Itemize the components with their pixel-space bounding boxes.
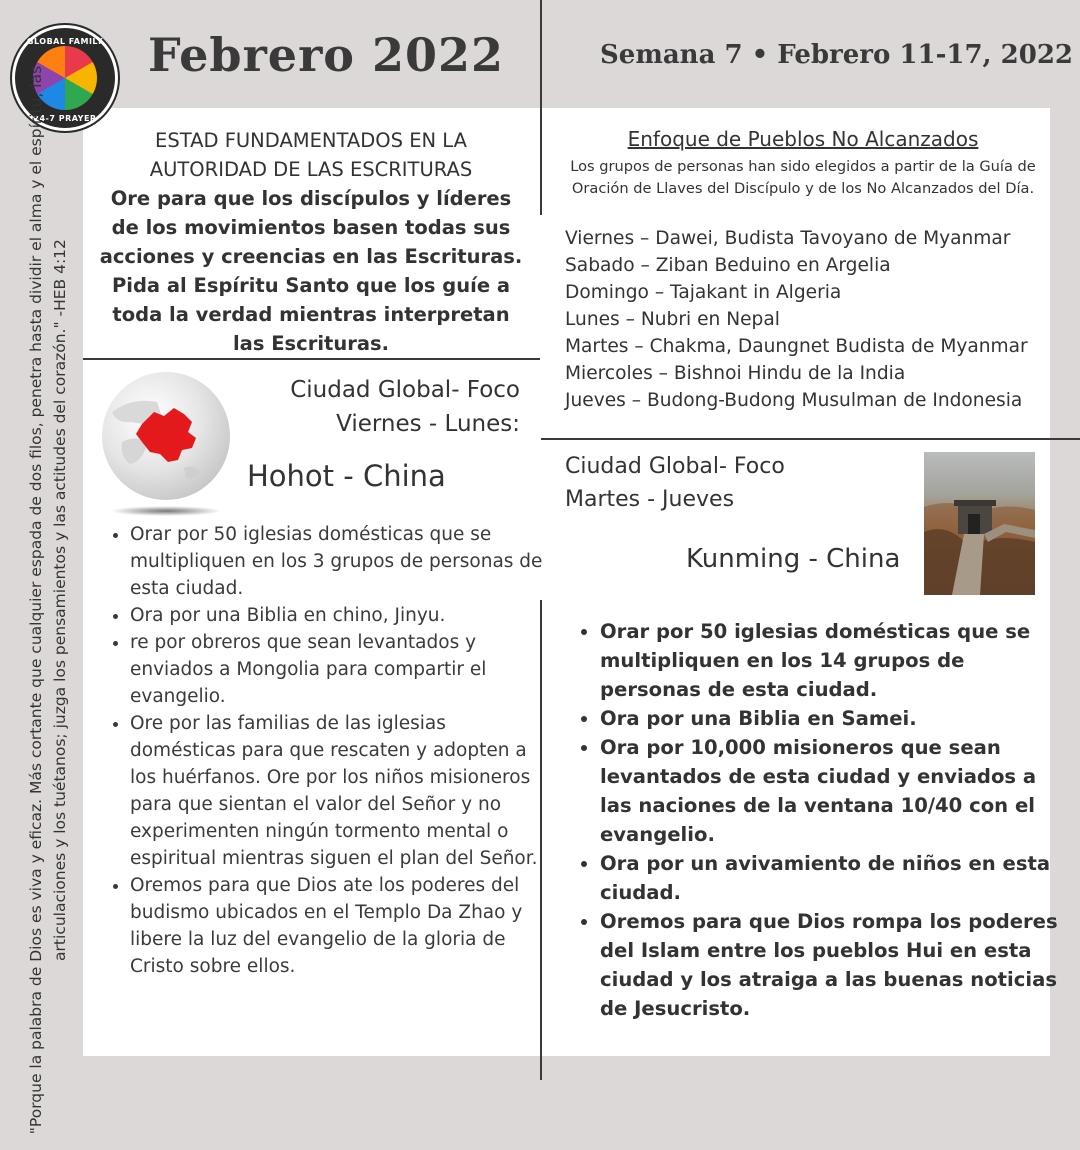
unreached-item: Miercoles – Bishnoi Hindu de la India [565, 363, 906, 384]
city1-name: Hohot - China [247, 459, 446, 493]
list-item: • Ora por una Biblia en Samei. [600, 704, 1068, 733]
city2-name: Kunming - China [686, 544, 901, 574]
list-item: • Ora por 10,000 misioneros que sean levantados de esta ciudad y enviados a las naciones de la ventana 10/40 con el evangelio. [600, 733, 1068, 849]
china-globe-image [102, 372, 230, 500]
scripture-verse: "Porque la palabra de Dios es viva y eficaz. Más cortante que cualquier espada de dos filos, penetra hasta dividir el alma y el espíritu, las articulaciones y los tuétanos; juzga los pensamientos y las actitudes del corazón." -HEB 4:12 [27, 65, 69, 1135]
list-item: • Oremos para que Dios ate los poderes del budismo ubicados en el Templo Da Zhao y libere la luz del evangelio de la gloria de Cristo sobre ellos. [130, 872, 550, 980]
unreached-title: Enfoque de Pueblos No Alcanzados [627, 127, 979, 151]
city1-heading-line2: Viernes - Lunes: [336, 411, 520, 437]
list-item: • Oremos para que Dios rompa los poderes del Islam entre los pueblos Hui en esta ciudad y los atraiga a las buenas noticias de Jesucristo. [600, 907, 1068, 1023]
globe-shadow [110, 506, 222, 516]
city1-heading-line1: Ciudad Global- Foco [290, 377, 520, 403]
unreached-description: Los grupos de personas han sido elegidos a partir de la Guía de Oración de Llaves del Discípulo y de los No Alcanzados del Día. [570, 158, 1036, 197]
focus-body: Ore para que los discípulos y líderes de los movimientos basen todas sus acciones y creencias en las Escrituras. Pida al Espíritu Santo que los guíe a toda la verdad mientras interpretan las Escrituras. [99, 187, 523, 355]
city2-heading-line2: Martes - Jueves [565, 487, 735, 512]
city2-prayer-list [576, 617, 1068, 1023]
unreached-list [565, 225, 1045, 414]
city1-heading [220, 373, 520, 441]
week-title: Semana 7 • Febrero 11-17, 2022 [600, 40, 1074, 70]
month-title: Febrero 2022 [148, 28, 505, 82]
focus-heading-line2: AUTORIDAD DE LAS ESCRITURAS [149, 158, 473, 181]
focus-block [96, 126, 526, 358]
great-wall-icon [924, 452, 1035, 595]
china-map-icon [102, 372, 230, 500]
list-item: • Orar por 50 iglesias domésticas que se multipliquen en los 14 grupos de personas de esta ciudad. [600, 617, 1068, 704]
center-divider-top [540, 0, 542, 215]
focus-heading-line1: ESTAD FUNDAMENTADOS EN LA [155, 129, 467, 152]
unreached-item: Jueves – Budong-Budong Musulman de Indonesia [565, 390, 1023, 411]
list-item: • Ora por un avivamiento de niños en esta ciudad. [600, 849, 1068, 907]
list-item: • Ore por las familias de las iglesias domésticas para que rescaten y adopten a los huérfanos. Ore por los niños misioneros para que sientan el valor del Señor y no experimenten ningún tormento mental o espiritual mientras siguen el plan del Señor. [130, 710, 550, 872]
unreached-item: Sabado – Ziban Beduino en Argelia [565, 255, 891, 276]
city1-prayer-list [106, 521, 550, 980]
city2-heading-line1: Ciudad Global- Foco [565, 454, 785, 479]
left-divider [83, 358, 540, 360]
list-item: • Ora por una Biblia en chino, Jinyu. [130, 602, 550, 629]
unreached-item: Lunes – Nubri en Nepal [565, 309, 780, 330]
unreached-item: Martes – Chakma, Daungnet Budista de Myanmar [565, 336, 1028, 357]
list-item: • Orar por 50 iglesias domésticas que se multipliquen en los 3 grupos de personas de esta ciudad. [130, 521, 550, 602]
unreached-item: Viernes – Dawei, Budista Tavoyano de Myanmar [565, 228, 1011, 249]
logo-top-text: GLOBAL FAMILY [26, 37, 104, 46]
unreached-item: Domingo – Tajakant in Algeria [565, 282, 842, 303]
list-item: • re por obreros que sean levantados y enviados a Mongolia para compartir el evangelio. [130, 629, 550, 710]
city2-heading [565, 450, 785, 516]
great-wall-photo [924, 452, 1035, 595]
right-divider [541, 438, 1080, 440]
logo-bottom-text: 24-7 PRAYER [33, 114, 97, 123]
